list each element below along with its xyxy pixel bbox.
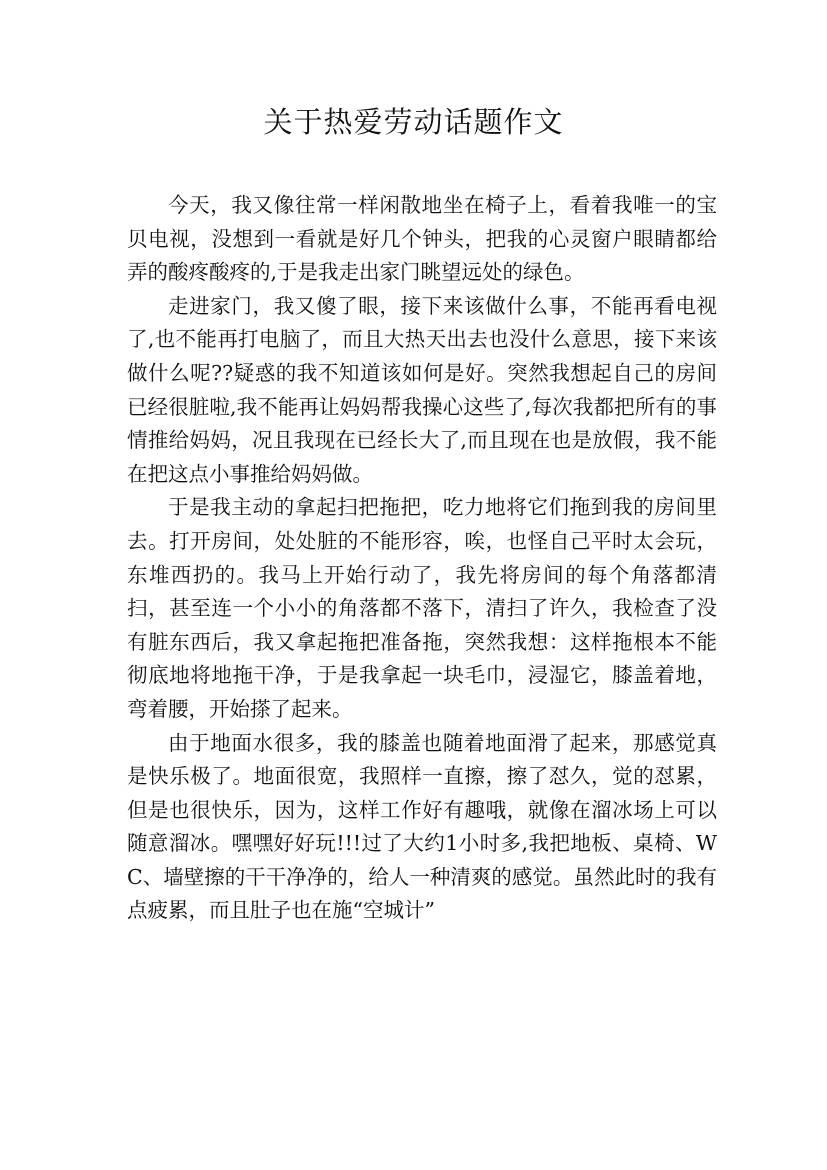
paragraph-1: 今天，我又像往常一样闲散地坐在椅子上，看着我唯一的宝贝电视，没想到一看就是好几个钟头，把我的心灵窗户眼睛都给弄的酸疼酸疼的,于是我走出家门眺望远处的绿色。 (127, 193, 717, 285)
paragraph-2: 走进家门，我又傻了眼，接下来该做什么事，不能再看电视了,也不能再打电脑了，而且大热天出去也没什么意思，接下来该做什么呢??疑惑的我不知道该如何是好。突然我想起自己的房间已经很脏啦,我不能再让妈妈帮我操心这些了,每次我都把所有的事情推给妈妈，况且我现在已经长大了,而且现在也是放假，我不能在把这点小事推给妈妈做。 (127, 293, 717, 486)
document-title: 关于热爱劳动话题作文 (263, 105, 564, 139)
paragraph-3: 于是我主动的拿起扫把拖把，吃力地将它们拖到我的房间里去。打开房间，处处脏的不能形容，唉，也怪自己平时太会玩，东堆西扔的。我马上开始行动了，我先将房间的每个角落都清扫，甚至连一个小小的角落都不落下，清扫了许久，我检查了没有脏东西后，我又拿起拖把准备拖，突然我想：这样拖根本不能彻底地将地拖干净，于是我拿起一块毛巾，浸湿它，膝盖着地，弯着腰，开始搽了起来。 (127, 495, 717, 721)
paragraph-4: 由于地面水很多，我的膝盖也随着地面滑了起来，那感觉真是快乐极了。地面很宽，我照样一直擦，擦了怼久，觉的怼累，但是也很快乐，因为，这样工作好有趣哦，就像在溜冰场上可以随意溜冰。嘿嘿好好玩!!!过了大约1小时多,我把地板、桌椅、WC、墙壁擦的干干净净的，给人一种清爽的感觉。虽然此时的我有点疲累，而且肚子也在施“空城计” (127, 730, 717, 923)
document-body (127, 189, 717, 928)
